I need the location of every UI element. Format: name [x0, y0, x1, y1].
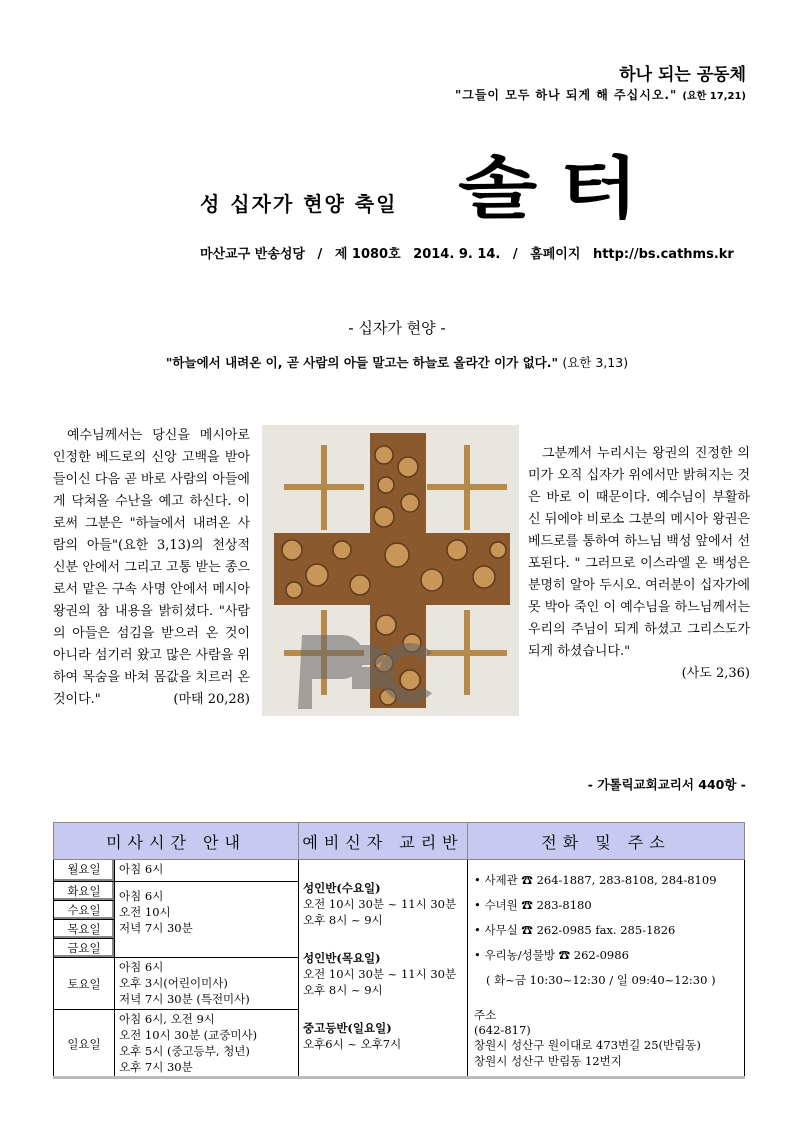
scripture-ref: (요한 3,13): [562, 355, 629, 370]
left-citation: (마태 20,28): [173, 692, 250, 707]
postcode: (642-817): [474, 1023, 531, 1037]
homepage-label: 홈페이지: [530, 247, 581, 262]
article-title: - 십자가 현양 -: [348, 319, 446, 337]
mass-time-weekday: [115, 882, 299, 958]
class-time: 오전 10시 30분 ~ 11시 30분: [303, 967, 457, 981]
class-time: 오전 10시 30분 ~ 11시 30분: [303, 897, 457, 911]
article-source: - 가톨릭교회교리서 440항 -: [587, 777, 746, 792]
cross-image: [262, 425, 519, 716]
class-time: 오후6시 ~ 오후7시: [303, 1037, 402, 1051]
class-time: 오후 8시 ~ 9시: [303, 913, 383, 927]
contact-info: [468, 860, 745, 1078]
feast-title: 성 십자가 현양 축일: [200, 192, 398, 216]
right-citation: (사도 2,36): [681, 666, 750, 681]
class-name: 중고등반(일요일): [303, 1021, 392, 1035]
mass-times-header: 미사시간 안내: [54, 823, 299, 860]
day-tuesday: 화요일: [54, 882, 115, 901]
class-name: 성인반(목요일): [303, 951, 381, 965]
day-saturday: 토요일: [54, 958, 115, 1010]
motto-quote: [455, 86, 746, 103]
contact-line: • 우리농/성물방 ☎ 262-0986: [474, 948, 629, 962]
day-sunday: 일요일: [54, 1010, 115, 1078]
motto-quote-text: "그들이 모두 하나 되게 해 주십시오.": [454, 88, 678, 102]
contact-line: • 사제관 ☎ 264-1887, 283-8108, 284-8109: [474, 873, 717, 887]
mass-time: 아침 6시: [119, 862, 164, 876]
schedule-table: [53, 822, 745, 1078]
mass-time-monday: [115, 860, 299, 882]
mass-time-sunday: [115, 1010, 299, 1078]
mass-time: 아침 6시: [119, 889, 164, 903]
mass-time: 오전 10시 30분 (교중미사): [119, 1028, 258, 1042]
parish-name: 마산교구 반송성당: [200, 247, 305, 262]
catechumen-header: 예비신자 교리반: [299, 823, 468, 860]
mass-time: 오후 5시 (중고등부, 청년): [119, 1044, 250, 1058]
class-time: 오후 8시 ~ 9시: [303, 983, 383, 997]
mass-time: 아침 6시, 오전 9시: [119, 1012, 215, 1026]
scripture-text: "하늘에서 내려온 이, 곧 사람의 아들 말고는 하늘로 올라간 이가 없다.": [165, 355, 558, 370]
article-right-column: [528, 443, 750, 685]
mass-time: 저녁 7시 30분 (특전미사): [119, 992, 250, 1006]
catechumen-classes: [299, 860, 468, 1078]
scripture-quote: [0, 353, 794, 371]
bottom-divider: [53, 1076, 745, 1079]
mass-time: 오전 10시: [119, 905, 171, 919]
right-paragraph: 그분께서 누리시는 왕권의 진정한 의미가 오직 십자가 위에서만 밝혀지는 것은 바로 이 때문이다. 예수님이 부활하신 뒤에야 비로소 그분의 메시아 왕권은 베드로를 통하여 하느님 백성 앞에서 선포된다. " 그러므로 이스라엘 온 백성은 분명히 알아 두시오. 여러분이 십자가에 못 박아 죽인 이 예수님을 하느님께서는 우리의 주님이 되게 하셨고 그리스도가 되게 하셨습니다.": [528, 446, 750, 659]
class-name: 성인반(수요일): [303, 881, 381, 895]
office-hours: ( 화~금 10:30~12:30 / 일 09:40~12:30 ): [486, 973, 716, 987]
homepage-link[interactable]: http://bs.cathms.kr: [592, 247, 734, 262]
issue-number: 제 1080호: [334, 247, 401, 262]
separator: /: [317, 247, 323, 262]
masthead-logo: 솔터: [458, 149, 661, 228]
issue-date: 2014. 9. 14.: [413, 247, 501, 262]
issue-line: [200, 243, 742, 262]
contact-header: 전화 및 주소: [468, 823, 745, 860]
article-left-column: [53, 425, 250, 711]
cross-photo: [262, 425, 519, 716]
mass-time: 오후 7시 30분: [119, 1060, 193, 1074]
motto-title: 하나 되는 공동체: [619, 65, 746, 85]
day-wednesday: 수요일: [54, 901, 115, 920]
address-line: 창원시 성산구 반림동 12번지: [474, 1054, 622, 1068]
address-label: 주소: [474, 1008, 497, 1022]
contact-line: • 사무실 ☎ 262-0985 fax. 285-1826: [474, 923, 676, 937]
left-paragraph: 예수님께서는 당신을 메시아로 인정한 베드로의 신앙 고백을 받아들이신 다음 곧 바로 사람의 아들에게 닥쳐올 수난을 예고 하신다. 이로써 그분은 "하늘에서 내려온 사람의 아들"(요한 3,13)의 천상적 신분 안에서 그리고 고통 받는 종으로서 맡은 구속 사명 안에서 메시아 왕권의 참 내용을 밝히셨다. "사람의 아들은 섬김을 받으러 온 것이 아니라 섬기러 왔고 많은 사람을 위하여 목숨을 바쳐 몸값을 치르러 온 것이다.": [53, 428, 250, 707]
motto-quote-ref: (요한 17,21): [682, 91, 746, 102]
day-thursday: 목요일: [54, 920, 115, 939]
contact-line: • 수녀원 ☎ 283-8180: [474, 898, 592, 912]
address-line: 창원시 성산구 원이대로 473번길 25(반림동): [474, 1038, 701, 1052]
separator: /: [512, 247, 518, 262]
mass-time-saturday: [115, 958, 299, 1010]
day-monday: 월요일: [54, 860, 115, 882]
mass-time: 저녁 7시 30분: [119, 921, 193, 935]
mass-time: 오후 3시(어린이미사): [119, 976, 228, 990]
day-friday: 금요일: [54, 939, 115, 958]
mass-time: 아침 6시: [119, 960, 164, 974]
